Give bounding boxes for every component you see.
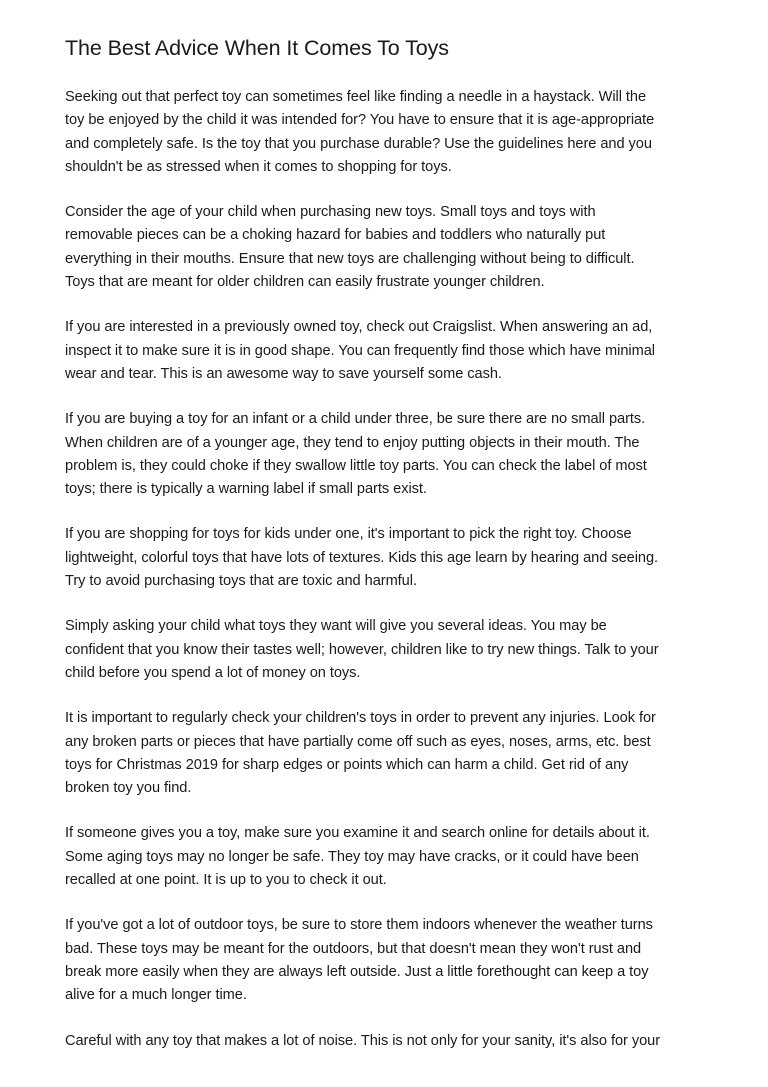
- text-line: lightweight, colorful toys that have lots of textures. Kids this age learn by hearing and seeing.: [65, 549, 659, 566]
- paragraph: [65, 86, 715, 179]
- text-line: recalled at one point. It is up to you to check it out.: [65, 872, 387, 889]
- text-line: removable pieces can be a choking hazard for babies and toddlers who naturally put: [65, 227, 606, 244]
- text-line: When children are of a younger age, they tend to enjoy putting objects in their mouth. The: [65, 434, 640, 451]
- page-title: The Best Advice When It Comes To Toys: [65, 36, 449, 60]
- text-line: Seeking out that perfect toy can sometimes feel like finding a needle in a haystack. Will the: [65, 89, 647, 105]
- text-line: bad. These toys may be meant for the outdoors, but that doesn't mean they won't rust and: [65, 940, 642, 957]
- paragraph: [65, 914, 715, 1007]
- text-line: wear and tear. This is an awesome way to save yourself some cash.: [65, 365, 502, 382]
- text-line: any broken parts or pieces that have partially come off such as eyes, noses, arms, etc. best: [65, 733, 651, 750]
- paragraph: [65, 408, 715, 501]
- text-line: toys for Christmas 2019 for sharp edges or points which can harm a child. Get rid of any: [65, 756, 629, 773]
- text-line: If you are shopping for toys for kids under one, it's important to pick the right toy. Choose: [65, 526, 632, 543]
- text-line: Some aging toys may no longer be safe. They toy may have cracks, or it could have been: [65, 848, 639, 865]
- text-line: broken toy you find.: [65, 780, 192, 797]
- text-line: child before you spend a lot of money on toys.: [65, 664, 361, 681]
- text-line: toy be enjoyed by the child it was intended for? You have to ensure that it is age-appropriate: [65, 112, 655, 129]
- paragraph: [65, 822, 715, 892]
- paragraph: [65, 201, 715, 294]
- paragraph: [65, 707, 715, 800]
- text-line: break more easily when they are always left outside. Just a little forethought can keep a toy: [65, 963, 649, 980]
- text-line: Careful with any toy that makes a lot of noise. This is not only for your sanity, it's also for your: [65, 1032, 661, 1049]
- text-line: alive for a much longer time.: [65, 987, 247, 1004]
- document-body: [65, 86, 715, 1075]
- text-line: If you are buying a toy for an infant or a child under three, be sure there are no small parts.: [65, 411, 646, 428]
- text-line: and completely safe. Is the toy that you purchase durable? Use the guidelines here and you: [65, 135, 652, 152]
- text-line: If you are interested in a previously owned toy, check out Craigslist. When answering an ad,: [65, 319, 653, 336]
- text-line: toys; there is typically a warning label if small parts exist.: [65, 481, 427, 498]
- text-line: confident that you know their tastes well; however, children like to try new things. Talk to your: [65, 641, 659, 658]
- text-line: shouldn't be as stressed when it comes to shopping for toys.: [65, 158, 452, 175]
- text-line: Toys that are meant for older children can easily frustrate younger children.: [65, 274, 545, 291]
- text-line: Try to avoid purchasing toys that are toxic and harmful.: [65, 573, 417, 590]
- text-line: everything in their mouths. Ensure that new toys are challenging without being to difficult.: [65, 250, 635, 267]
- text-line: It is important to regularly check your children's toys in order to prevent any injuries. Look for: [65, 710, 656, 727]
- paragraph: [65, 523, 715, 593]
- text-line: inspect it to make sure it is in good shape. You can frequently find those which have minimal: [65, 342, 655, 359]
- text-line: problem is, they could choke if they swallow little toy parts. You can check the label of most: [65, 457, 647, 474]
- text-line: Simply asking your child what toys they want will give you several ideas. You may be: [65, 618, 607, 635]
- paragraph: [65, 615, 715, 685]
- paragraph: [65, 316, 715, 386]
- paragraph: [65, 1030, 715, 1053]
- text-line: If someone gives you a toy, make sure you examine it and search online for details about it.: [65, 825, 650, 842]
- text-line: If you've got a lot of outdoor toys, be sure to store them indoors whenever the weather turns: [65, 917, 653, 934]
- text-line: Consider the age of your child when purchasing new toys. Small toys and toys with: [65, 204, 596, 221]
